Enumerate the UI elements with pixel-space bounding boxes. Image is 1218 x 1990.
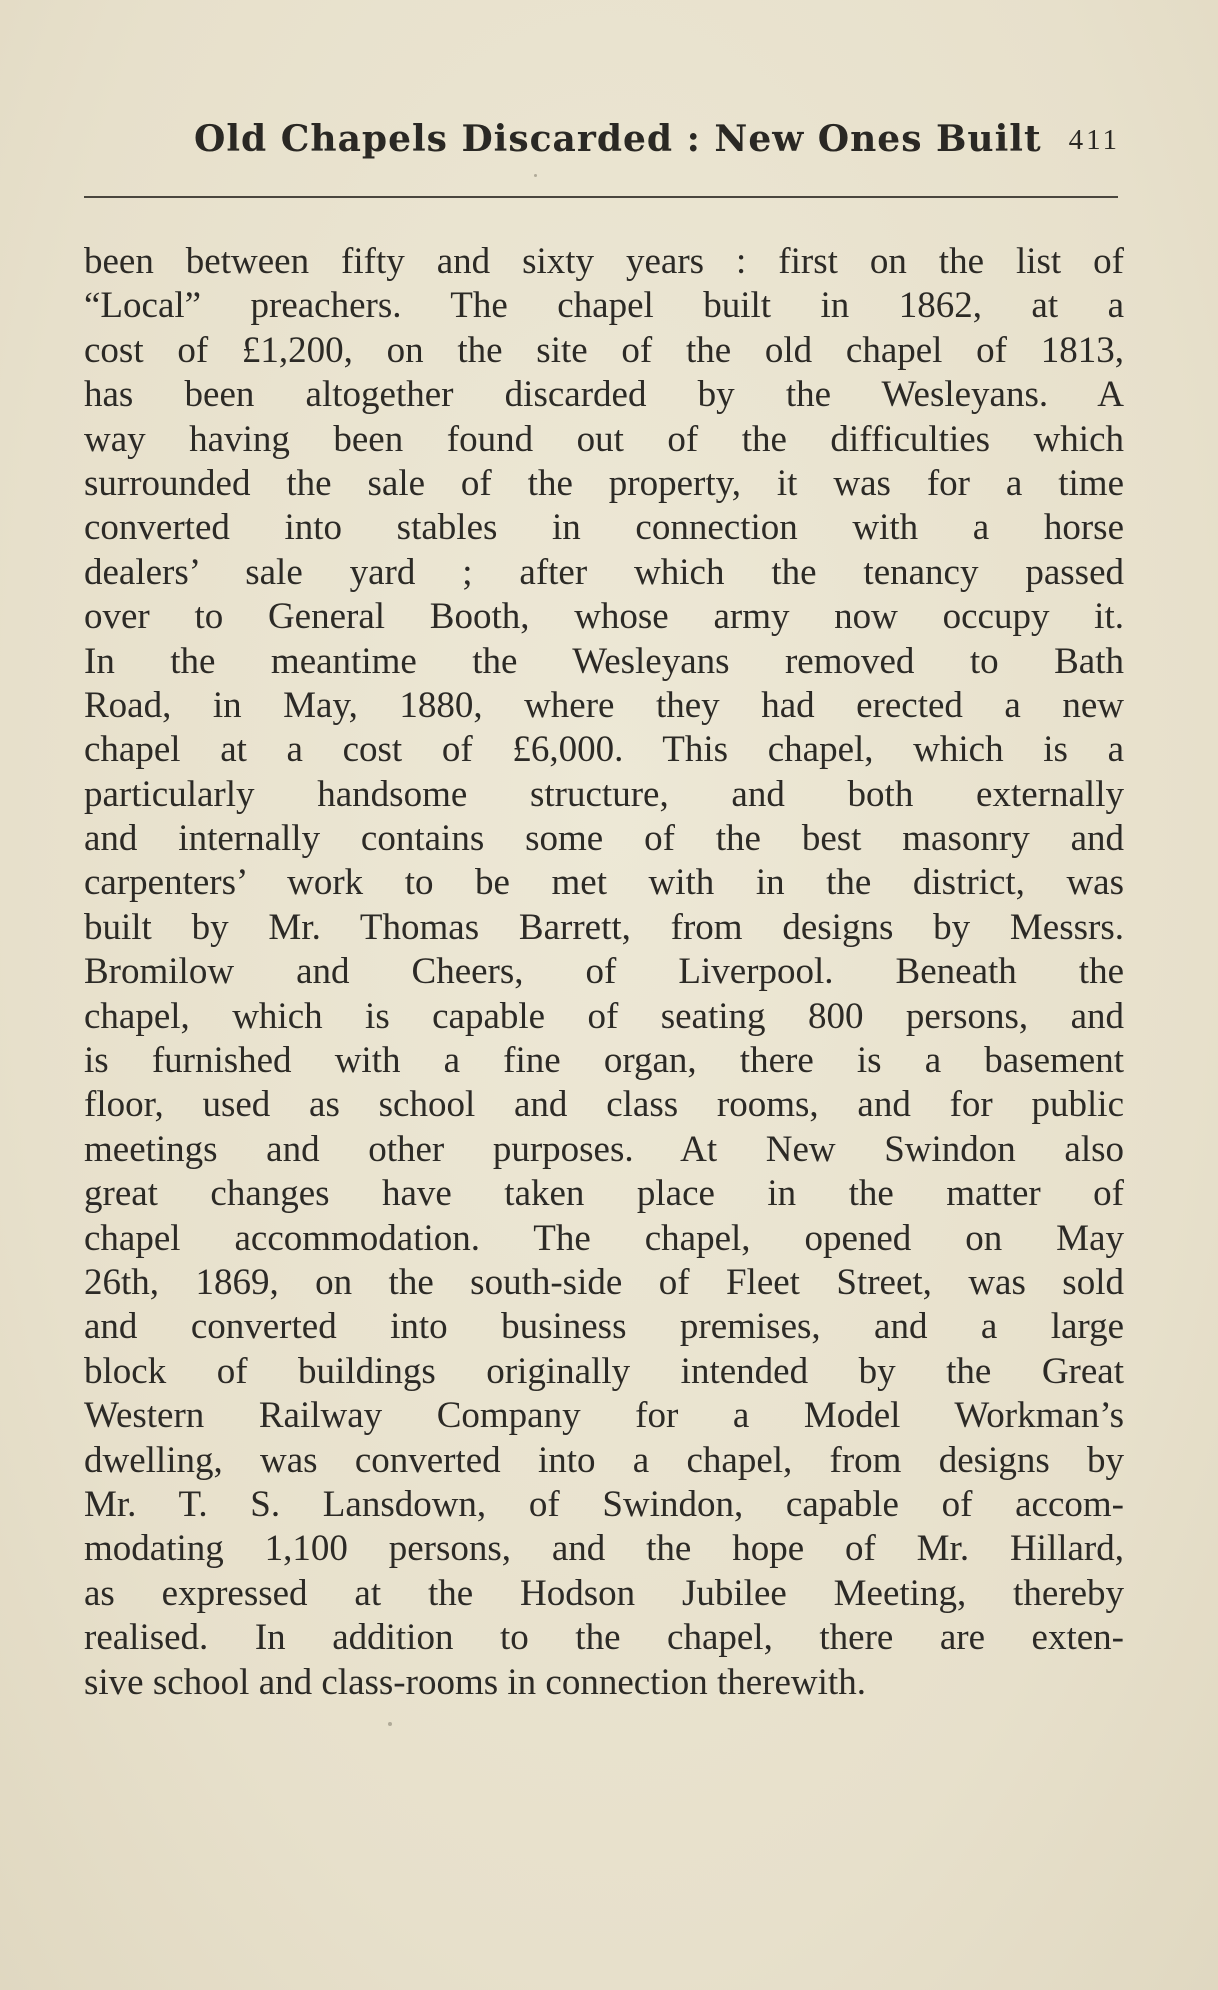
text-line: chapel accommodation. The chapel, opened on May [84,1217,1124,1259]
text-line: carpenters’ work to be met with in the district, was [84,862,1124,904]
text-line: dealers’ sale yard ; after which the tenancy passed [84,551,1124,593]
text-line: been between fifty and sixty years : first on the list of [84,241,1124,282]
text-line: realised. In addition to the chapel, there are exten- [84,1617,1124,1659]
text-line: surrounded the sale of the property, it was for a time [84,462,1124,504]
text-line: Bromilow and Cheers, of Liverpool. Beneath the [84,951,1124,993]
paper-speck [534,174,537,177]
header-rule [84,196,1118,198]
text-line: way having been found out of the difficulties which [84,418,1124,460]
text-line: built by Mr. Thomas Barrett, from designs by Messrs. [84,906,1124,948]
text-line: cost of £1,200, on the site of the old chapel of 1813, [84,329,1124,371]
text-line: and internally contains some of the best masonry and [84,818,1124,860]
text-line: converted into stables in connection with a horse [84,507,1124,549]
text-line: In the meantime the Wesleyans removed to Bath [84,640,1124,682]
text-line-last: sive school and class-rooms in connection therewith. [84,1661,866,1703]
body-text [84,240,1124,1705]
text-line: chapel at a cost of £6,000. This chapel, which is a [84,729,1124,771]
text-line: floor, used as school and class rooms, and for public [84,1084,1124,1126]
paper-speck [388,1722,392,1726]
text-line: great changes have taken place in the matter of [84,1173,1124,1215]
text-line: meetings and other purposes. At New Swindon also [84,1128,1124,1170]
text-line: as expressed at the Hodson Jubilee Meeting, thereby [84,1572,1124,1614]
text-line: chapel, which is capable of seating 800 persons, and [84,995,1124,1037]
text-line: “Local” preachers. The chapel built in 1862, at a [84,285,1124,327]
text-line: 26th, 1869, on the south-side of Fleet Street, was sold [84,1261,1124,1303]
text-line: Road, in May, 1880, where they had erected a new [84,684,1124,726]
text-line: over to General Booth, whose army now occupy it. [84,596,1124,638]
text-line: block of buildings originally intended by the Great [84,1350,1124,1392]
page-number: 411 [1068,124,1120,156]
text-line: dwelling, was converted into a chapel, from designs by [84,1439,1124,1481]
running-head [84,114,1120,170]
text-line: particularly handsome structure, and both externally [84,773,1124,815]
text-line: is furnished with a fine organ, there is a basement [84,1040,1124,1082]
text-line: Mr. T. S. Lansdown, of Swindon, capable of accom- [84,1483,1124,1525]
text-line: and converted into business premises, and a large [84,1306,1124,1348]
text-line: has been altogether discarded by the Wesleyans. A [84,374,1124,416]
running-title: Old Chapels Discarded : New Ones Built [194,118,1042,160]
text-line: modating 1,100 persons, and the hope of Mr. Hillard, [84,1528,1124,1570]
text-line: Western Railway Company for a Model Workman’s [84,1395,1124,1437]
